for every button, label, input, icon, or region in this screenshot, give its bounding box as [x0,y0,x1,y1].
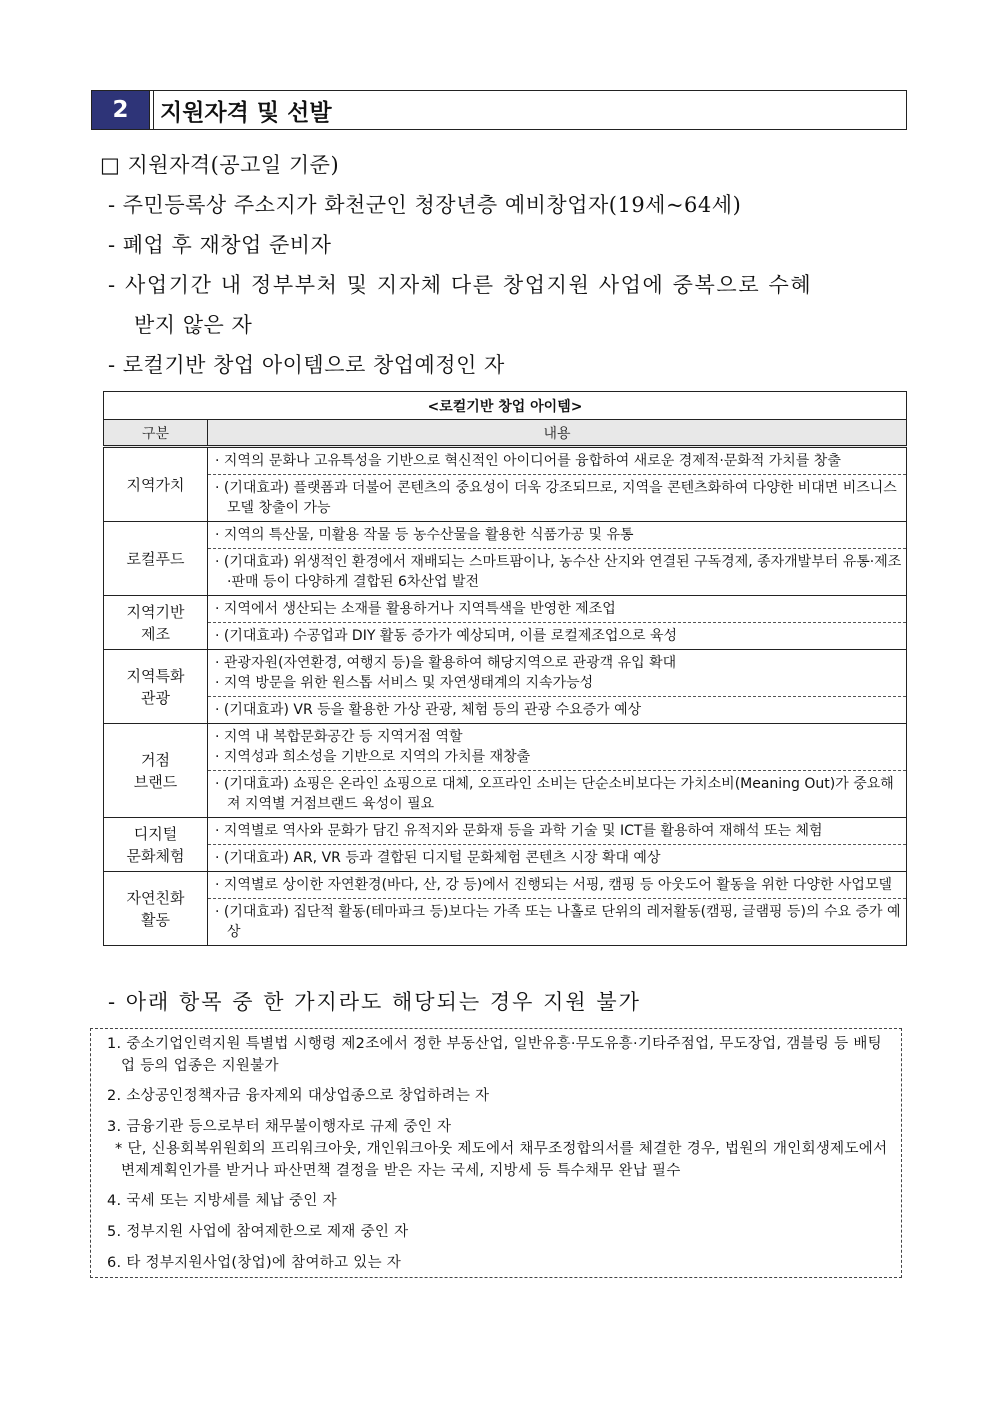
table-row [104,522,907,596]
ineligible-item: 1. 중소기업인력지원 특별법 시행령 제2조에서 정한 부동산업, 일반유흥·무도유흥·기타주점업, 무도장업, 갬블링 등 배팅업 등의 업종은 지원불가 [107,1036,882,1074]
bullet-text: · 지역의 특산물, 미활용 작물 등 농수산물을 활용한 식품가공 및 유통 [215,527,634,543]
bullet-text: · 지역에서 생산되는 소재를 활용하거나 지역특색을 반영한 제조업 [215,601,616,617]
row-content [208,872,907,946]
ineligible-item: 6. 타 정부지원사업(창업)에 참여하고 있는 자 [107,1255,402,1271]
bullet-text: · 지역 방문을 위한 원스톱 서비스 및 자연생태계의 지속가능성 [215,675,594,691]
row-content [208,522,907,596]
bullet-text: · 지역 내 복합문화공간 등 지역거점 역할 [215,729,463,745]
content-block [208,898,906,945]
table-row [104,724,907,818]
eligibility-item: - 로컬기반 창업 아이템으로 창업예정인 자 [108,353,505,377]
bullet-text: · (기대효과) AR, VR 등과 결합된 디지털 문화체험 콘텐츠 시장 확대 예상 [215,850,661,866]
content-block [208,696,906,723]
bullet-text: · 지역성과 희소성을 기반으로 지역의 가치를 재창출 [215,749,531,765]
row-category: 지역기반 제조 [104,596,208,650]
bullet-text: · (기대효과) 집단적 활동(테마파크 등)보다는 가족 또는 나홀로 단위의 레저활동(캠핑, 글램핑 등)의 수요 증가 예상 [215,904,901,940]
content-block [208,522,906,548]
local-items-table [103,391,906,946]
bullet-text: · 지역별로 상이한 자연환경(바다, 산, 강 등)에서 진행되는 서핑, 캠핑 등 아웃도어 활동을 위한 다양한 사업모델 [215,877,893,893]
row-category: 디지털 문화체험 [104,818,208,872]
bullet-text: · (기대효과) 위생적인 환경에서 재배되는 스마트팜이나, 농수산 산지와 연결된 구독경제, 종자개발부터 유통·제조·판매 등이 다양하게 결합된 6차산업 발전 [215,554,902,590]
ineligible-item: 5. 정부지원 사업에 참여제한으로 제재 중인 자 [107,1224,409,1240]
row-content [208,818,907,872]
content-block [208,724,906,770]
content-block [208,622,906,649]
content-block [208,650,906,696]
table-row [104,818,907,872]
bullet-text: · 지역의 문화나 고유특성을 기반으로 혁신적인 아이디어를 융합하여 새로운 경제적·문화적 가치를 창출 [215,453,841,469]
ineligible-box [90,1028,902,1278]
ineligible-note: * 단, 신용회복위원회의 프리워크아웃, 개인워크아웃 제도에서 채무조정합의서를 체결한 경우, 법원의 개인회생제도에서 변제계획인가를 받거나 파산면책 결정을 받은 자는 국세, 지방세 등 특수채무 완납 필수 [115,1141,888,1179]
table-title: <로컬기반 창업 아이템> [104,392,907,420]
bullet-text: · 지역별로 역사와 문화가 담긴 유적지와 문화재 등을 과학 기술 및 ICT를 활용하여 재해석 또는 체험 [215,823,823,839]
section-title: 지원자격 및 선발 [153,91,332,129]
column-header-category: 구분 [104,420,208,447]
content-block [208,596,906,622]
row-category: 로컬푸드 [104,522,208,596]
row-content [208,596,907,650]
eligibility-item: - 사업기간 내 정부부처 및 지자체 다른 창업지원 사업에 중복으로 수혜 [108,273,813,297]
row-category: 지역특화 관광 [104,650,208,724]
row-category: 지역가치 [104,447,208,522]
ineligible-item: 4. 국세 또는 지방세를 체납 중인 자 [107,1193,337,1209]
eligibility-item: - 주민등록상 주소지가 화천군인 청장년층 예비창업자(19세~64세) [108,193,742,217]
bullet-text: · (기대효과) 플랫폼과 더불어 콘텐츠의 중요성이 더욱 강조되므로, 지역을 콘텐츠화하여 다양한 비대면 비즈니스모델 창출이 가능 [215,480,897,516]
row-content [208,724,907,818]
column-header-content: 내용 [208,420,907,447]
eligibility-heading: □ 지원자격(공고일 기준) [100,153,340,177]
ineligible-item: 3. 금융기관 등으로부터 채무불이행자로 규제 중인 자 [107,1119,452,1135]
content-block [208,770,906,817]
table-row [104,447,907,522]
ineligible-item: 2. 소상공인정책자금 융자제외 대상업종으로 창업하려는 자 [107,1088,490,1104]
table-row [104,596,907,650]
content-block [208,872,906,898]
eligibility-item: - 폐업 후 재창업 준비자 [108,233,332,257]
row-category: 거점 브랜드 [104,724,208,818]
table-row [104,650,907,724]
ineligible-heading: - 아래 항목 중 한 가지라도 해당되는 경우 지원 불가 [108,990,641,1014]
section-header [91,90,907,130]
row-content [208,447,907,522]
bullet-text: · (기대효과) 수공업과 DIY 활동 증가가 예상되며, 이를 로컬제조업으로 육성 [215,628,678,644]
bullet-text: · 관광자원(자연환경, 여행지 등)을 활용하여 해당지역으로 관광객 유입 확대 [215,655,677,671]
content-block [208,818,906,844]
bullet-text: · (기대효과) 쇼핑은 온라인 쇼핑으로 대체, 오프라인 소비는 단순소비보다는 가치소비(Meaning Out)가 중요해져 지역별 거점브랜드 육성이 필요 [215,776,894,812]
content-block [208,548,906,595]
table-row [104,872,907,946]
content-block [208,448,906,474]
section-number: 2 [92,91,150,129]
row-category: 자연친화 활동 [104,872,208,946]
eligibility-item-continued: 받지 않은 자 [134,313,253,337]
bullet-text: · (기대효과) VR 등을 활용한 가상 관광, 체험 등의 관광 수요증가 예상 [215,702,642,718]
content-block [208,474,906,521]
row-content [208,650,907,724]
content-block [208,844,906,871]
